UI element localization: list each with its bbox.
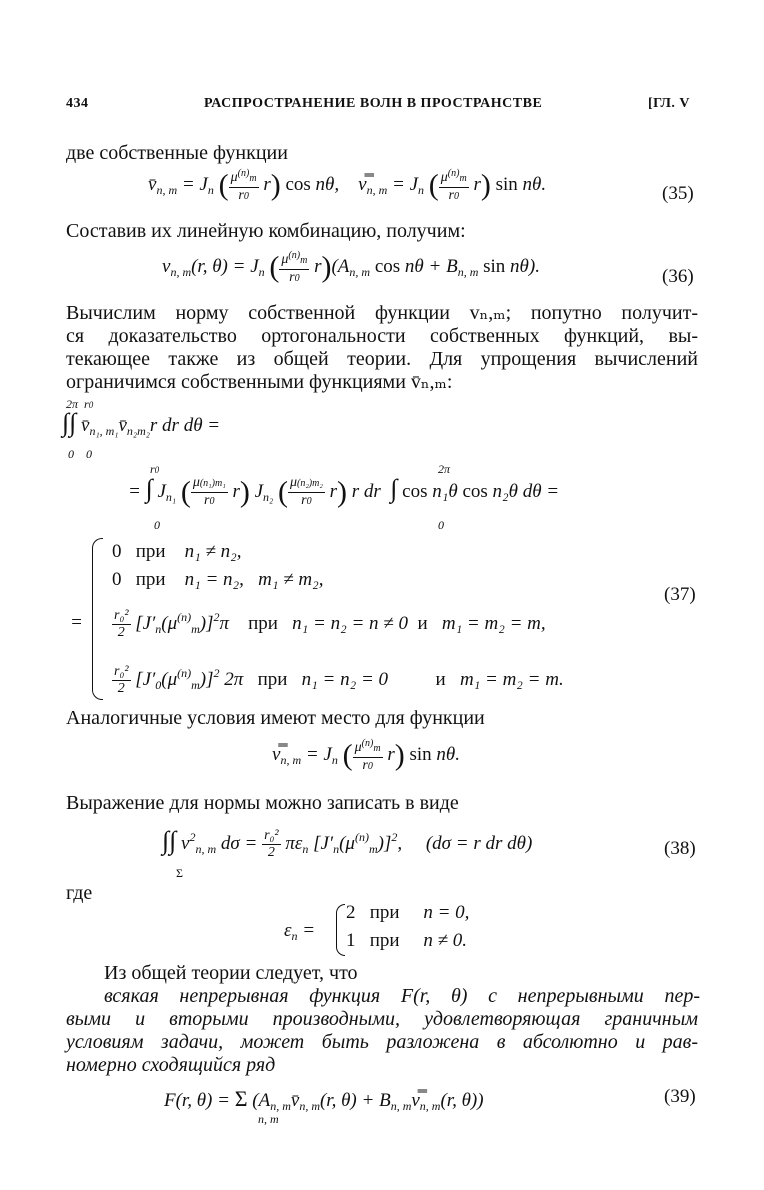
equation-35: $v̄_{n, m} = J_n$ ( $\frac{\mu^{(n)}m}{r0}$ r) cos nθ, $v̿_{n, m} = J_n$ ( $\frac{\mu^{(n)}m}{r0}$ r) sin nθ.: [148, 168, 547, 203]
equation-39: F(r, θ) = Σ ($A_{n, m}v̄_{n, m}(r$, $\theta) + B_{n, m}v̿_{n, m}(r$, θ)): [164, 1086, 484, 1113]
equation-36: $v_{n, m}(r$, $\theta) = J_n$ ( $\frac{\mu^{(n)}m}{r0}$ $r)(A_{n, m}$ $\cos n\theta + B_{n, m}$ sin nθ).: [162, 250, 540, 285]
case-2: 0 при n₁ = n₂, m₁ ≠ m₂,: [112, 569, 324, 590]
epsilon-case-2: 1 при n ≠ 0.: [346, 930, 468, 951]
case-4: $\frac{\text{r₀²}}{2}$ $[J'_0(\mu^{(n)}_m)]^2$ 2π при n₁ = n₂ = 0 и m₁ = m₂ = m.: [114, 664, 564, 696]
running-title: РАСПРОСТРАНЕНИЕ ВОЛН В ПРОСТРАНСТВЕ: [204, 96, 543, 111]
paragraph-norm-line-3: текающее также из общей теории. Для упрощения вычислений: [66, 348, 698, 370]
epsilon-case-1: 2 при n = 0,: [346, 902, 470, 923]
chapter-label: [ГЛ. V: [648, 96, 690, 111]
theorem-line-1: всякая непрерывная функция F(r, θ) с непрерывными пер-: [104, 985, 700, 1007]
piecewise-equals: =: [70, 612, 83, 633]
paragraph-norm-line-2: ся доказательство ортогональности собственных функций, вы-: [66, 325, 698, 347]
paragraph-general-theory: Из общей теории следует, что: [104, 962, 358, 984]
paragraph-norm-expression: Выражение для нормы можно записать в виде: [66, 792, 459, 814]
case-1: 0 при n₁ ≠ n₂,: [112, 541, 242, 562]
paragraph-combination: Составив их линейную комбинацию, получим:: [66, 220, 466, 242]
equation-number-39: (39): [664, 1086, 696, 1107]
theorem-line-3: условиям задачи, может быть разложена в абсолютно и рав-: [66, 1031, 698, 1053]
epsilon-brace: [336, 904, 345, 956]
piecewise-brace: [92, 538, 103, 700]
theorem-line-2: выми и вторыми производными, удовлетворяющая граничным: [66, 1008, 698, 1030]
case-3: $\frac{\text{r₀²}}{2}$ $[J'_n(\mu^{(n)}_m)]^2\pi$ при n₁ = n₂ = n ≠ 0 и m₁ = m₂ = m,: [114, 608, 546, 640]
word-where: где: [66, 882, 93, 904]
paragraph-norm-line-4: ограничимся собственными функциями v̄ₙ,ₘ:: [66, 371, 453, 393]
equation-38: ∫∫ $v^2_{n, m}$ dσ = $\frac{\text{r₀²}}{2}$ $\pi\varepsilon_n$ $[J'_n(\mu^{(n)}_m)]^2$, (dσ = r dr dθ): [162, 826, 533, 861]
page-number: 434: [66, 96, 89, 111]
equation-number-37: (37): [664, 584, 696, 605]
theorem-line-4: номерно сходящийся ряд: [66, 1054, 276, 1076]
paragraph-norm-line-1: Вычислим норму собственной функции vₙ,ₘ; попутно получит-: [66, 302, 698, 324]
equation-number-38: (38): [664, 838, 696, 859]
book-page: 434 РАСПРОСТРАНЕНИЕ ВОЛН В ПРОСТРАНСТВЕ [ГЛ. V две собственные функции $v̄_{n, m} = J_n$ ( $\frac{\mu^{(n)}m}{r0}$ r) cos nθ, $v̿_{n, m} = J_n$ ( $\frac{\mu^{(n)}m}{r0}$ r) sin nθ. (35) Составив их линейную комбинацию, получим: $v_{n, m}(r$, $\theta) = J_n$ ( $\frac{\mu^{(n)}m}{r0}$ $r)(A_{n, m}$ $\cos n\theta + B_{n, m}$ sin nθ). (36) Вычислим норму собственной функции vₙ,ₘ; попутно получит- ся доказательство ортогональности собственных функций, вы- текающее также из общей теории. Для упрощения вычислений ограничимся собственными функциями v̄ₙ,ₘ: 2π r0 ∫∫ $v̄_{n_1, m_1}v̄_{n_2m_2}r$ dr dθ = 0 0 r0 2π = ∫ $J_{n_1}$ ( $\frac{\text{μ(n₁)m₁}}{r0}$ r) $J_{n_2}$ ( $\frac{\text{μ(n₂)m₂}}{r0}$ r) r dr ∫ cos n₁θ cos n₂θ dθ = 0 0 = 0 при n₁ ≠ n₂, 0 при n₁ = n₂, m₁ ≠ m₂, $\frac{\text{r₀²}}{2}$ $[J'_n(\mu^{(n)}_m)]^2\pi$ при n₁ = n₂ = n ≠ 0 и m₁ = m₂ = m, $\frac{\text{r₀²}}{2}$ $[J'_0(\mu^{(n)}_m)]^2$ 2π при n₁ = n₂ = 0 и m₁ = m₂ = m. (37) Аналогичные условия имеют место для функции $v̿_{n, m} = J_n$ ( $\frac{\mu^{(n)}m}{r0}$ r) sin nθ. Выражение для нормы можно записать в виде ∫∫ $v^2_{n, m}$ dσ = $\frac{\text{r₀²}}{2}$ $\pi\varepsilon_n$ $[J'_n(\mu^{(n)}_m)]^2$, (dσ = r dr dθ) Σ (38) где $\varepsilon_n$ = 2 при n = 0, 1 при n ≠ 0. Из общей теории следует, что всякая непрерывная функция F(r, θ) с непрерывными пер- выми и вторыми производными, удовлетворяющая граничным условиям задачи, может быть разложена в абсолютно и рав- номерно сходящийся ряд F(r, θ) = Σ ($A_{n, m}v̄_{n, m}(r$, $\theta) + B_{n, m}v̿_{n, m}(r$, θ)) n, m (39): [0, 0, 764, 1190]
equation-vbar-sin: $v̿_{n, m} = J_n$ ( $\frac{\mu^{(n)}m}{r0}$ r) sin nθ.: [272, 738, 460, 773]
epsilon-label: $\varepsilon_n$ =: [284, 920, 316, 943]
equation-number-35: (35): [662, 183, 694, 204]
norm-integral-expanded: = ∫ $J_{n_1}$ ( $\frac{\text{μ(n₁)m₁}}{r0}$ r) $J_{n_2}$ ( $\frac{\text{μ(n₂)m₂}}{r0}$ r) r dr ∫ cos n₁θ cos n₂θ dθ =: [128, 474, 560, 509]
paragraph-intro: две собственные функции: [66, 142, 288, 164]
paragraph-analogous: Аналогичные условия имеют место для функции: [66, 707, 485, 729]
norm-integral: ∫∫ $v̄_{n_1, m_1}v̄_{n_2m_2}r$ dr dθ =: [62, 408, 221, 438]
equation-number-36: (36): [662, 266, 694, 287]
